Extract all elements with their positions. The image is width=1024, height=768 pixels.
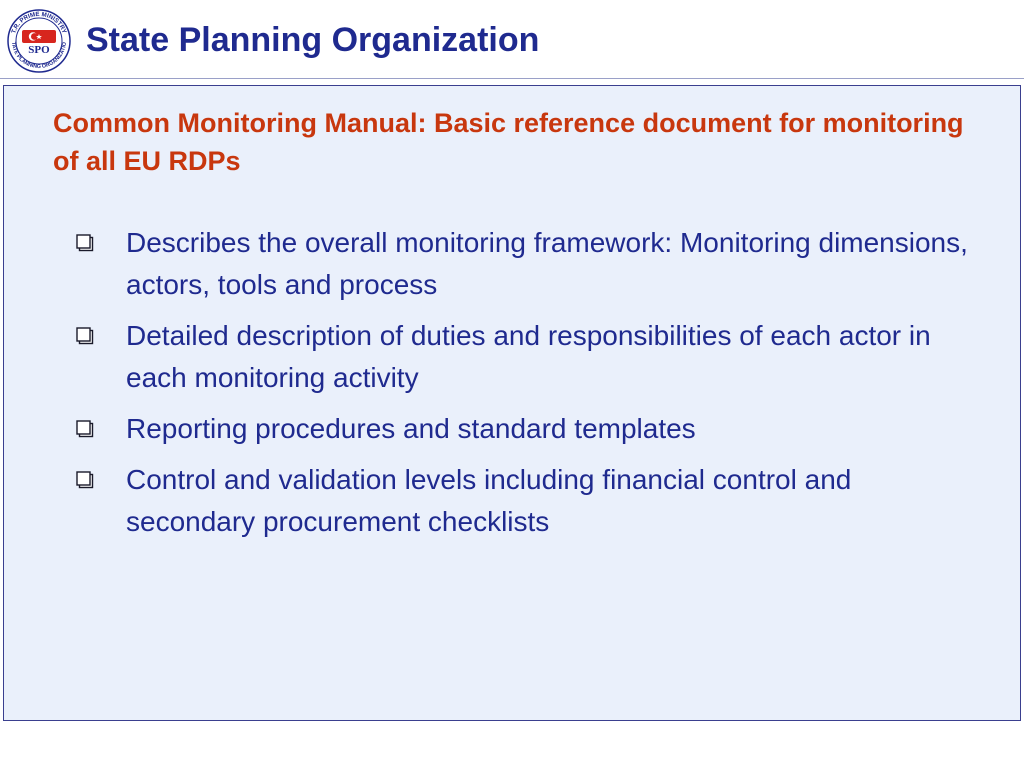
list-item bbox=[70, 222, 980, 306]
list-item bbox=[70, 315, 980, 399]
checkbox-bullet-icon bbox=[76, 234, 94, 252]
logo-top-text: T.R. PRIME MINISTRY bbox=[10, 10, 68, 35]
checkbox-bullet-icon bbox=[76, 327, 94, 345]
bullet-text: Control and validation levels including financial control and secondary procurement checklists bbox=[126, 464, 852, 537]
slide-subtitle: Common Monitoring Manual: Basic reference document for monitoring of all EU RDPs bbox=[53, 108, 964, 176]
list-item bbox=[70, 459, 980, 543]
spo-logo bbox=[6, 8, 72, 74]
logo-center-text: SPO bbox=[28, 44, 50, 56]
bullet-list bbox=[70, 222, 980, 552]
bullet-text: Describes the overall monitoring framework: Monitoring dimensions, actors, tools and process bbox=[126, 227, 968, 300]
bullet-text: Detailed description of duties and responsibilities of each actor in each monitoring activity bbox=[126, 320, 931, 393]
bullet-text: Reporting procedures and standard templates bbox=[126, 413, 696, 444]
checkbox-bullet-icon bbox=[76, 420, 94, 438]
logo-bottom-text: TATE PLANNING ORGANIZATIO bbox=[9, 41, 69, 71]
list-item bbox=[70, 408, 980, 450]
checkbox-bullet-icon bbox=[76, 471, 94, 489]
page-title: State Planning Organization bbox=[86, 21, 540, 59]
header-divider bbox=[0, 78, 1024, 79]
header bbox=[0, 0, 1024, 78]
